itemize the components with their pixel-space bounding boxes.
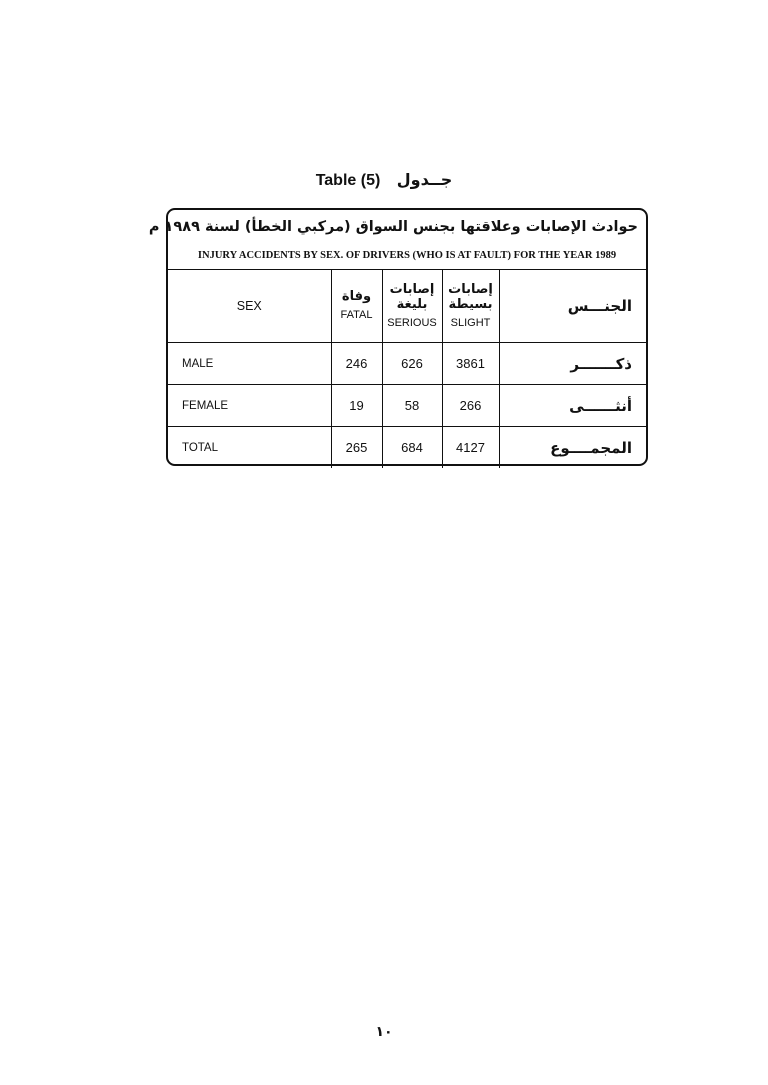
table-row-female [168, 385, 646, 427]
table-frame [148, 208, 648, 466]
table-row-male [168, 343, 646, 385]
header-slight-en: SLIGHT [450, 316, 491, 329]
row-label-en: TOTAL [168, 427, 331, 469]
header-serious-en: SERIOUS [387, 316, 437, 329]
cell-serious: 626 [382, 343, 442, 385]
header-slight-ar: إصابات بسيطة [448, 281, 493, 312]
table-title-en: INJURY ACCIDENTS BY SEX. OF DRIVERS (WHO IS AT FAULT) FOR THE YEAR 1989 [168, 244, 646, 270]
row-label-en: MALE [168, 343, 331, 385]
row-label-ar: أنثــــــى [499, 385, 646, 427]
row-label-en: FEMALE [168, 385, 331, 427]
header-slight [442, 270, 499, 343]
table-heading-en: Table (5) [315, 172, 381, 189]
cell-slight: 3861 [442, 343, 499, 385]
header-serious-ar: إصابات بليغة [389, 281, 435, 312]
table-heading-ar: جــدول [396, 170, 453, 189]
row-label-ar: ذكـــــــر [499, 343, 646, 385]
cell-slight: 4127 [442, 427, 499, 469]
header-fatal-en: FATAL [340, 309, 373, 322]
cell-serious: 58 [382, 385, 442, 427]
table-title-ar: حوادث الإصابات وعلاقتها بجنس السواق (مركبي الخطأ) لسنة ١٩٨٩ م [148, 219, 638, 235]
cell-fatal: 19 [331, 385, 382, 427]
header-sex-en: SEX [168, 270, 331, 343]
header-fatal-ar: وفاة [341, 289, 372, 305]
header-serious [382, 270, 442, 343]
cell-fatal: 265 [331, 427, 382, 469]
header-row [168, 270, 646, 343]
cell-slight: 266 [442, 385, 499, 427]
table-heading [0, 170, 768, 190]
page-number: ١٠ [375, 1024, 393, 1040]
table-row-total [168, 427, 646, 469]
data-table [168, 270, 646, 468]
header-sex-ar: الجنـــس [499, 270, 646, 343]
row-label-ar: المجمــــوع [550, 438, 632, 457]
header-fatal [331, 270, 382, 343]
cell-serious: 684 [382, 427, 442, 469]
cell-fatal: 246 [331, 343, 382, 385]
